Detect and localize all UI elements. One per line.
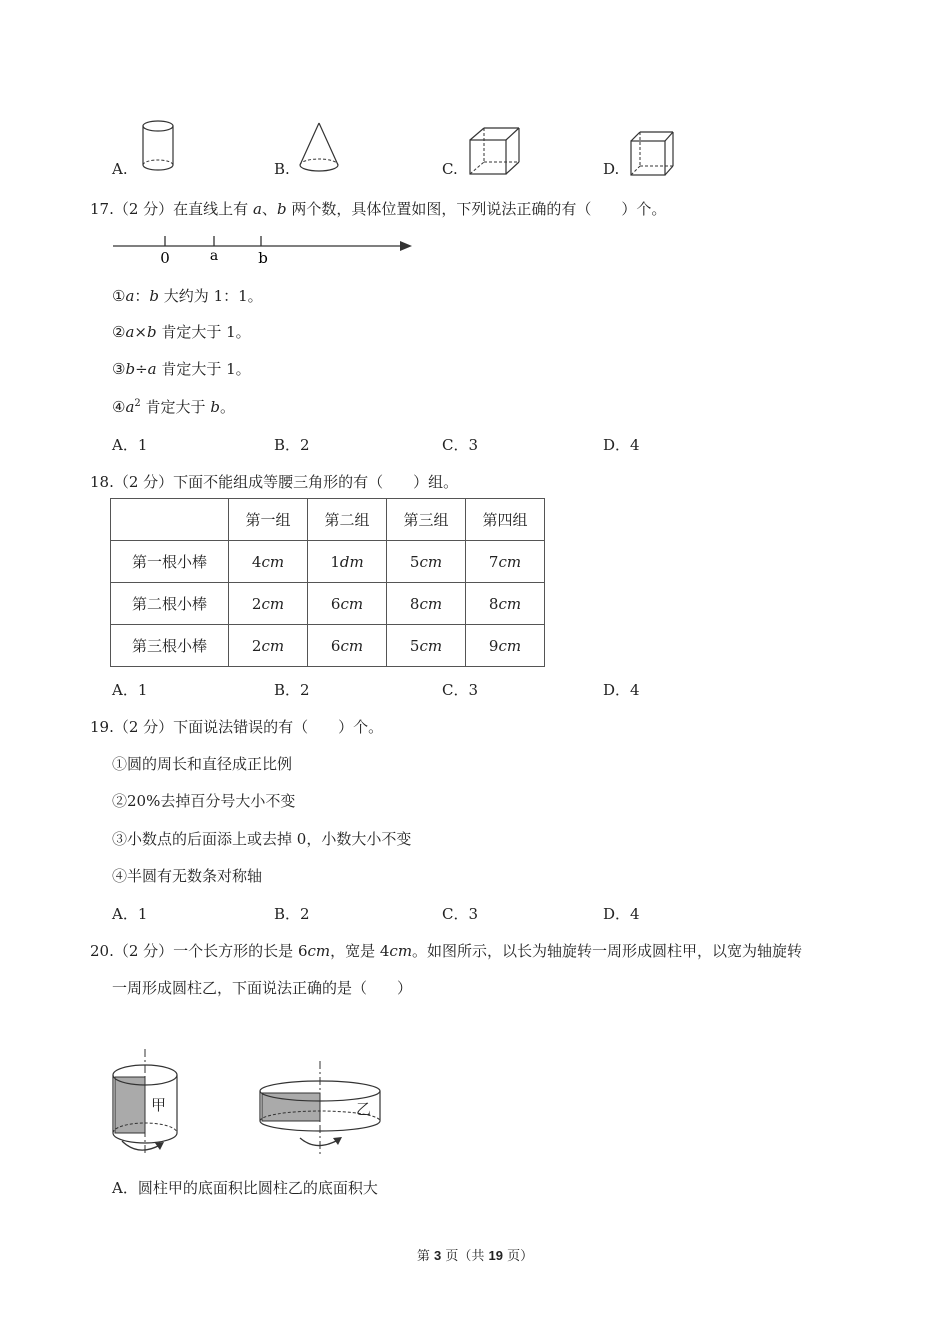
page-footer: 第 3 页（共 19 页） bbox=[416, 1248, 534, 1264]
option-c: C．3 bbox=[442, 681, 479, 699]
cylinder-icon bbox=[138, 118, 178, 178]
tick-label-b: b bbox=[258, 249, 268, 267]
label-yi: 乙 bbox=[356, 1100, 372, 1118]
q17-statement: ③b÷a 肯定大于 1。 bbox=[112, 360, 251, 378]
option-d: D．4 bbox=[603, 905, 640, 923]
q19-statement: ④半圆有无数条对称轴 bbox=[112, 867, 263, 885]
q17-statement: ②a×b 肯定大于 1。 bbox=[112, 323, 251, 341]
option-b: B．2 bbox=[274, 905, 310, 923]
option-a: A．1 bbox=[112, 436, 148, 454]
q19-statement: ③小数点的后面添上或去掉 0，小数大小不变 bbox=[112, 830, 412, 848]
option-d: D．4 bbox=[603, 681, 640, 699]
option-c: C．3 bbox=[442, 905, 479, 923]
cylinder-jia-figure bbox=[100, 1045, 200, 1160]
option-letter: A. bbox=[112, 160, 128, 178]
q17-statement: ①a：b 大约为 1：1。 bbox=[112, 287, 263, 305]
cuboid-icon bbox=[466, 124, 522, 178]
question-17-stem: 17.（2 分）在直线上有 a、b 两个数，具体位置如图，下列说法正确的有（ ）个。 bbox=[90, 200, 667, 218]
label-jia: 甲 bbox=[151, 1096, 167, 1114]
number-line bbox=[110, 232, 420, 270]
option-b: B．2 bbox=[274, 436, 310, 454]
q20-option-a: A．圆柱甲的底面积比圆柱乙的底面积大 bbox=[112, 1179, 378, 1197]
option-c: C．3 bbox=[442, 436, 479, 454]
option-a: A．1 bbox=[112, 905, 148, 923]
option-d: D．4 bbox=[603, 436, 640, 454]
table-header-row: 第一组 第二组 第三组 第四组 bbox=[111, 499, 545, 541]
table-row: 第一根小棒 4cm 1dm 5cm 7cm bbox=[111, 541, 545, 583]
question-20-stem-line2: 一周形成圆柱乙，下面说法正确的是（ ） bbox=[112, 979, 413, 997]
option-letter: B. bbox=[274, 160, 290, 178]
table-row: 第三根小棒 2cm 6cm 5cm 9cm bbox=[111, 625, 545, 667]
cube-icon bbox=[627, 128, 677, 178]
question-20-stem: 20.（2 分）一个长方形的长是 6cm，宽是 4cm。如图所示，以长为轴旋转一周形成圆柱甲，以宽为轴旋转 bbox=[90, 942, 803, 960]
option-letter: C. bbox=[442, 160, 458, 178]
tick-label-a: a bbox=[209, 248, 219, 264]
cone-icon bbox=[296, 120, 342, 178]
option-b: B．2 bbox=[274, 681, 310, 699]
rods-table bbox=[110, 498, 545, 667]
q19-statement: ②20%去掉百分号大小不变 bbox=[112, 792, 296, 810]
option-a: A．1 bbox=[112, 681, 148, 699]
tick-label-zero: 0 bbox=[160, 249, 170, 267]
table-row: 第二根小棒 2cm 6cm 8cm 8cm bbox=[111, 583, 545, 625]
q17-statement: $④a^2$ 肯定大于 b。 bbox=[112, 398, 235, 416]
option-letter: D. bbox=[603, 160, 620, 178]
question-18-stem: 18.（2 分）下面不能组成等腰三角形的有（ ）组。 bbox=[90, 473, 459, 491]
question-19-stem: 19.（2 分）下面说法错误的有（ ）个。 bbox=[90, 718, 384, 736]
q19-statement: ①圆的周长和直径成正比例 bbox=[112, 755, 293, 773]
